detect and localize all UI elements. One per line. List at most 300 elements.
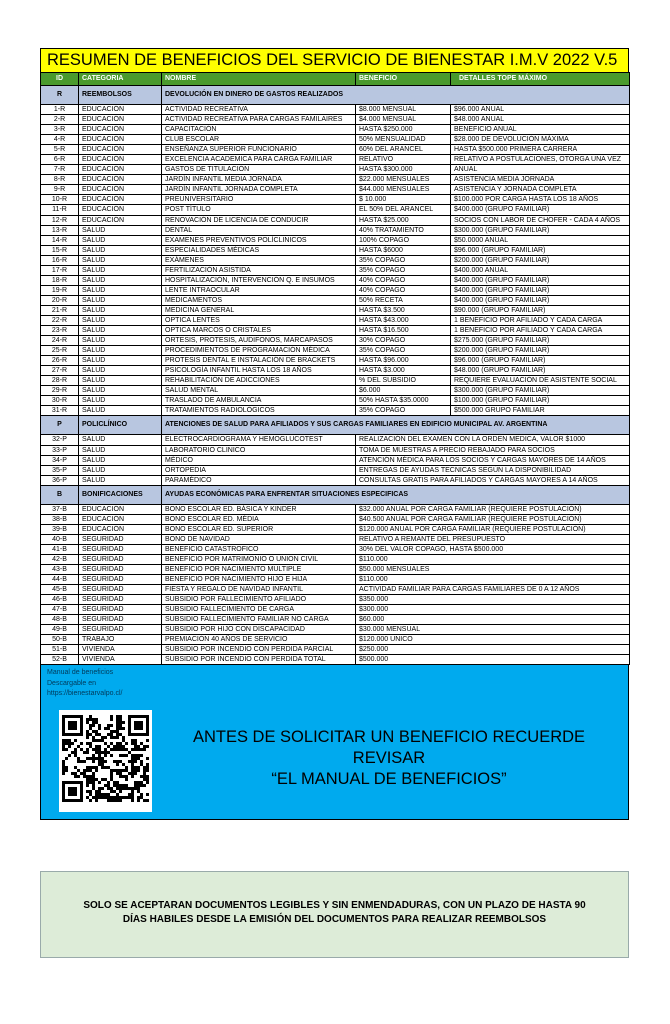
row-categoria: EDUCACIÓN — [79, 195, 162, 205]
table-row — [41, 534, 630, 544]
row-categoria: SALUD — [79, 295, 162, 305]
row-beneficio: $8.000 MENSUAL — [356, 105, 451, 115]
row-beneficio: $22.000 MENSUALES — [356, 175, 451, 185]
row-nombre: TRATAMIENTOS RADIOLÓGICOS — [162, 406, 356, 416]
row-beneficio: 50% RECETA — [356, 295, 451, 305]
table-row — [41, 175, 630, 185]
row-detalles: $96.000 ANUAL — [451, 105, 630, 115]
table-row — [41, 406, 630, 416]
row-categoria: SALUD — [79, 475, 162, 485]
row-nombre: SUBSIDIO POR INCENDIO CON PERDIDA PARCIAL — [162, 645, 356, 655]
row-beneficio: RELATIVO A REMANTE DEL PRESUPUESTO — [356, 534, 630, 544]
row-id: 48-B — [41, 615, 79, 625]
row-detalles: ASISTENCIA MEDIA JORNADA — [451, 175, 630, 185]
section-code: P — [41, 416, 79, 435]
row-id: 41-B — [41, 544, 79, 554]
table-row — [41, 595, 630, 605]
row-categoria: SALUD — [79, 356, 162, 366]
row-categoria: SALUD — [79, 235, 162, 245]
table-row — [41, 475, 630, 485]
row-id: 44-B — [41, 575, 79, 585]
row-categoria: SALUD — [79, 465, 162, 475]
row-beneficio: 40% COPAGO — [356, 285, 451, 295]
row-beneficio: $120.000 ANUAL POR CARGA FAMILIAR (REQUIERE POSTULACIÓN) — [356, 524, 630, 534]
row-nombre: CAPACITACIÓN — [162, 125, 356, 135]
table-row — [41, 514, 630, 524]
table-row — [41, 645, 630, 655]
row-id: 27-R — [41, 366, 79, 376]
table-row — [41, 336, 630, 346]
table-row — [41, 155, 630, 165]
row-beneficio: 35% COPAGO — [356, 265, 451, 275]
row-id: 12-R — [41, 215, 79, 225]
row-categoria: SEGURIDAD — [79, 544, 162, 554]
table-row — [41, 455, 630, 465]
table-row — [41, 215, 630, 225]
row-id: 18-R — [41, 275, 79, 285]
row-nombre: LABORATORIO CLINICO — [162, 445, 356, 455]
row-nombre: EXÁMENES — [162, 255, 356, 265]
row-id: 39-B — [41, 524, 79, 534]
row-beneficio: REALIZACIÓN DEL EXAMEN CON LA ORDEN MEDICA, VALOR $1000 — [356, 435, 630, 445]
section-description: DEVOLUCIÓN EN DINERO DE GASTOS REALIZADOS — [162, 86, 630, 105]
table-row — [41, 255, 630, 265]
row-categoria: VIVIENDA — [79, 655, 162, 665]
qr-code-icon[interactable] — [59, 710, 152, 812]
row-categoria: SALUD — [79, 336, 162, 346]
table-row — [41, 356, 630, 366]
row-beneficio: % DEL SUBSIDIO — [356, 376, 451, 386]
row-nombre: MEDICAMENTOS — [162, 295, 356, 305]
section-row-p — [41, 416, 630, 435]
row-categoria: SEGURIDAD — [79, 534, 162, 544]
table-row — [41, 285, 630, 295]
footer-notice — [40, 871, 629, 958]
row-nombre: BENEFICIO POR NACIMIENTO HIJO E HIJA — [162, 575, 356, 585]
section-row-r — [41, 86, 630, 105]
row-beneficio: HASTA $43.000 — [356, 315, 451, 325]
table-row — [41, 554, 630, 564]
row-categoria: TRABAJO — [79, 635, 162, 645]
row-categoria: SEGURIDAD — [79, 615, 162, 625]
row-nombre: BONO ESCOLAR ED. BÁSICA Y KINDER — [162, 504, 356, 514]
row-categoria: EDUCACIÓN — [79, 165, 162, 175]
row-id: 36-P — [41, 475, 79, 485]
row-nombre: MEDICINA GENERAL — [162, 305, 356, 315]
row-nombre: ELECTROCARDIOGRAMA Y HEMOGLUCOTEST — [162, 435, 356, 445]
table-row — [41, 135, 630, 145]
row-beneficio: ATENCIÓN MÉDICA PARA LOS SOCIOS Y CARGAS MAYORES DE 14 AÑOS — [356, 455, 630, 465]
table-row — [41, 245, 630, 255]
row-nombre: ENSEÑANZA SUPERIOR FUNCIONARIO — [162, 145, 356, 155]
table-row — [41, 504, 630, 514]
table-row — [41, 315, 630, 325]
row-nombre: SALUD MENTAL — [162, 386, 356, 396]
row-categoria: SALUD — [79, 455, 162, 465]
row-beneficio: 30% DEL VALOR COPAGO, HASTA $500.000 — [356, 544, 630, 554]
row-nombre: GASTOS DE TITULACIÓN — [162, 165, 356, 175]
row-id: 3-R — [41, 125, 79, 135]
row-nombre: PREUNIVERSITARIO — [162, 195, 356, 205]
row-detalles: 1 BENEFICIO POR AFILIADO Y CADA CARGA — [451, 315, 630, 325]
table-row — [41, 564, 630, 574]
row-categoria: SALUD — [79, 406, 162, 416]
row-beneficio: 35% COPAGO — [356, 255, 451, 265]
row-beneficio: 60% DEL ARANCEL — [356, 145, 451, 155]
row-nombre: EXCELENCIA ACADEMICA PARA CARGA FAMILIAR — [162, 155, 356, 165]
row-beneficio: ENTREGAS DE AYUDAS TECNICAS SEGÚN LA DISPONIBILIDAD — [356, 465, 630, 475]
table-row — [41, 615, 630, 625]
row-categoria: SALUD — [79, 435, 162, 445]
row-detalles: $400.000 (GRUPO FAMILIAR) — [451, 285, 630, 295]
row-beneficio: $40.500 ANUAL POR CARGA FAMILIAR (REQUIERE POSTULACIÓN) — [356, 514, 630, 524]
row-detalles: $300.000 (GRUPO FAMILIAR) — [451, 386, 630, 396]
row-beneficio: HASTA $25.000 — [356, 215, 451, 225]
table-row — [41, 386, 630, 396]
row-nombre: BENEFICIO POR NACIMIENTO MULTIPLE — [162, 564, 356, 574]
row-beneficio: CONSULTAS GRATIS PARA AFILIADOS Y CARGAS MAYORES A 14 AÑOS — [356, 475, 630, 485]
row-nombre: DENTAL — [162, 225, 356, 235]
row-nombre: PARAMÉDICO — [162, 475, 356, 485]
row-beneficio: HASTA $96.000 — [356, 356, 451, 366]
row-beneficio: $50.000 MENSUALES — [356, 564, 630, 574]
row-id: 5-R — [41, 145, 79, 155]
table-row — [41, 225, 630, 235]
row-categoria: EDUCACIÓN — [79, 185, 162, 195]
header-beneficio: BENEFICIO — [356, 73, 451, 86]
row-beneficio: 30% COPAGO — [356, 336, 451, 346]
row-beneficio: $60.000 — [356, 615, 630, 625]
row-nombre: BENEFICIO CATASTROFICO — [162, 544, 356, 554]
row-categoria: SALUD — [79, 396, 162, 406]
row-id: 4-R — [41, 135, 79, 145]
row-id: 29-R — [41, 386, 79, 396]
table-row — [41, 635, 630, 645]
table-row — [41, 205, 630, 215]
row-nombre: EXAMENES PREVENTIVOS POLÍCLINICOS — [162, 235, 356, 245]
row-categoria: SALUD — [79, 265, 162, 275]
section-label: REEMBOLSOS — [79, 86, 162, 105]
manual-link[interactable]: https://bienestarvalpo.cl/ — [47, 690, 123, 698]
row-nombre: BENEFICIO POR MATRIMONIO O UNION CIVIL — [162, 554, 356, 564]
row-id: 22-R — [41, 315, 79, 325]
table-row — [41, 435, 630, 445]
manual-line-1: Manual de beneficios — [47, 669, 114, 677]
row-detalles: $400.000 (GRUPO FAMILIAR) — [451, 275, 630, 285]
row-categoria: SALUD — [79, 305, 162, 315]
row-detalles: $400.000 ANUAL — [451, 265, 630, 275]
row-nombre: SUBSIDIO POR HIJO CON DISCAPACIDAD — [162, 625, 356, 635]
row-detalles: $48.000 ANUAL — [451, 115, 630, 125]
table-row — [41, 185, 630, 195]
row-nombre: ACTIVIDAD RECREATIVA — [162, 105, 356, 115]
row-nombre: JARDÍN INFANTIL MEDIA JORNADA — [162, 175, 356, 185]
row-nombre: PSICOLOGÍA INFANTIL HASTA LOS 18 AÑOS — [162, 366, 356, 376]
row-id: 49-B — [41, 625, 79, 635]
row-id: 1-R — [41, 105, 79, 115]
row-beneficio: $44.000 MENSUALES — [356, 185, 451, 195]
manual-panel — [40, 665, 629, 820]
row-beneficio: 40% COPAGO — [356, 275, 451, 285]
row-nombre: REHABILITACIÓN DE ADICCIONES — [162, 376, 356, 386]
row-beneficio: $30.000 MENSUAL — [356, 625, 630, 635]
row-beneficio: $500.000 — [356, 655, 630, 665]
row-id: 16-R — [41, 255, 79, 265]
row-id: 46-B — [41, 595, 79, 605]
table-row — [41, 195, 630, 205]
row-detalles: BENEFICIO ANUAL — [451, 125, 630, 135]
row-categoria: SALUD — [79, 245, 162, 255]
row-id: 31-R — [41, 406, 79, 416]
row-id: 38-B — [41, 514, 79, 524]
row-id: 35-P — [41, 465, 79, 475]
row-nombre: TRASLADO DE AMBULANCIA — [162, 396, 356, 406]
row-detalles: REQUIERE EVALUACIÓN DE ASISTENTE SOCIAL — [451, 376, 630, 386]
reminder-line-1: ANTES DE SOLICITAR UN BENEFICIO RECUERDE REVISAR — [192, 728, 586, 768]
row-categoria: SALUD — [79, 255, 162, 265]
table-row — [41, 605, 630, 615]
row-detalles: $50.0000 ANUAL — [451, 235, 630, 245]
table-row — [41, 235, 630, 245]
row-id: 25-R — [41, 346, 79, 356]
row-beneficio: 40% TRATAMIENTO — [356, 225, 451, 235]
row-nombre: BONO ESCOLAR ED. SUPERIOR — [162, 524, 356, 534]
row-categoria: EDUCACIÓN — [79, 105, 162, 115]
row-nombre: BONO DE NAVIDAD — [162, 534, 356, 544]
section-code: B — [41, 485, 79, 504]
section-label: POLICLÍNICO — [79, 416, 162, 435]
row-categoria: SALUD — [79, 225, 162, 235]
row-nombre: PROTESIS DENTAL E INSTALACIÓN DE BRACKETS — [162, 356, 356, 366]
table-row — [41, 115, 630, 125]
row-detalles: $400.000 (GRUPO FAMILIAR) — [451, 205, 630, 215]
row-nombre: JARDÍN INFANTIL JORNADA COMPLETA — [162, 185, 356, 195]
table-row — [41, 105, 630, 115]
row-nombre: SUBSIDIO POR INCENDIO CON PERDIDA TOTAL — [162, 655, 356, 665]
row-nombre: FERTILIZACIÓN ASISTIDA — [162, 265, 356, 275]
row-categoria: SALUD — [79, 285, 162, 295]
table-row — [41, 125, 630, 135]
row-id: 28-R — [41, 376, 79, 386]
row-id: 19-R — [41, 285, 79, 295]
table-row — [41, 575, 630, 585]
row-detalles: $100.000 POR CARGA HASTA LOS 18 AÑOS — [451, 195, 630, 205]
row-categoria: SALUD — [79, 275, 162, 285]
benefits-table-body — [41, 73, 630, 665]
row-beneficio: HASTA $300.000 — [356, 165, 451, 175]
row-beneficio: $32.000 ANUAL POR CARGA FAMILIAR (REQUIERE POSTULACIÓN) — [356, 504, 630, 514]
row-id: 45-B — [41, 585, 79, 595]
row-beneficio: HASTA $16.500 — [356, 326, 451, 336]
row-detalles: $300.000 (GRUPO FAMILIAR) — [451, 225, 630, 235]
row-id: 37-B — [41, 504, 79, 514]
row-detalles: $90.000 (GRUPO FAMILIAR) — [451, 305, 630, 315]
row-nombre: OPTICA MARCOS O CRISTALES — [162, 326, 356, 336]
row-categoria: EDUCACIÓN — [79, 115, 162, 125]
row-detalles: $500.000 GRUPO FAMILIAR — [451, 406, 630, 416]
row-beneficio: 35% COPAGO — [356, 406, 451, 416]
reminder-line-2: “EL MANUAL DE BENEFICIOS” — [271, 770, 507, 789]
row-id: 32-P — [41, 435, 79, 445]
row-categoria: VIVIENDA — [79, 645, 162, 655]
row-detalles: SOCIOS CON LABOR DE CHOFER - CADA 4 AÑOS — [451, 215, 630, 225]
row-beneficio: $300.000 — [356, 605, 630, 615]
row-categoria: SALUD — [79, 445, 162, 455]
header-nombre: NOMBRE — [162, 73, 356, 86]
table-row — [41, 465, 630, 475]
row-id: 47-B — [41, 605, 79, 615]
table-row — [41, 305, 630, 315]
row-detalles: $96.000 (GRUPO FAMILIAR) — [451, 245, 630, 255]
table-row — [41, 396, 630, 406]
section-label: BONIFICACIONES — [79, 485, 162, 504]
row-beneficio: $ 10.000 — [356, 195, 451, 205]
row-detalles: $200.000 (GRUPO FAMILIAR) — [451, 346, 630, 356]
table-row — [41, 376, 630, 386]
row-categoria: EDUCACIÓN — [79, 135, 162, 145]
section-code: R — [41, 86, 79, 105]
row-detalles: HASTA $500.000 PRIMERA CARRERA — [451, 145, 630, 155]
row-categoria: SEGURIDAD — [79, 564, 162, 574]
row-id: 24-R — [41, 336, 79, 346]
row-id: 6-R — [41, 155, 79, 165]
row-detalles: $48.000 (GRUPO FAMILIAR) — [451, 366, 630, 376]
row-detalles: $100.000 (GRUPO FAMILIAR) — [451, 396, 630, 406]
row-id: 13-R — [41, 225, 79, 235]
row-categoria: EDUCACIÓN — [79, 215, 162, 225]
row-id: 34-P — [41, 455, 79, 465]
row-nombre: ESPECIALIDADES MÉDICAS — [162, 245, 356, 255]
row-nombre: BONO ESCOLAR ED. MÉDIA — [162, 514, 356, 524]
row-detalles: RELATIVO A POSTULACIONES, OTORGA UNA VEZ — [451, 155, 630, 165]
row-beneficio: 100% COPAGO — [356, 235, 451, 245]
row-detalles: ASISTENCIA Y JORNADA COMPLETA — [451, 185, 630, 195]
row-categoria: EDUCACIÓN — [79, 125, 162, 135]
header-categoria: CATEGORIA — [79, 73, 162, 86]
section-description: AYUDAS ECONÓMICAS PARA ENFRENTAR SITUACIONES ESPECIFICAS — [162, 485, 630, 504]
row-categoria: SALUD — [79, 376, 162, 386]
table-row — [41, 524, 630, 534]
row-categoria: SALUD — [79, 346, 162, 356]
table-row — [41, 165, 630, 175]
footer-line-1: SOLO SE ACEPTARAN DOCUMENTOS LEGIBLES Y SIN ENMENDADURAS, CON UN PLAZO DE HASTA 90 — [83, 900, 586, 911]
row-beneficio: HASTA $3.000 — [356, 366, 451, 376]
row-categoria: SEGURIDAD — [79, 595, 162, 605]
row-id: 8-R — [41, 175, 79, 185]
table-row — [41, 655, 630, 665]
table-row — [41, 145, 630, 155]
row-categoria: SALUD — [79, 326, 162, 336]
row-id: 30-R — [41, 396, 79, 406]
table-row — [41, 346, 630, 356]
row-nombre: OPTICA LENTES — [162, 315, 356, 325]
row-nombre: LENTE INTRAOCULAR — [162, 285, 356, 295]
row-detalles: $275.000 (GRUPO FAMILIAR) — [451, 336, 630, 346]
row-categoria: EDUCACIÓN — [79, 205, 162, 215]
table-row — [41, 366, 630, 376]
row-id: 7-R — [41, 165, 79, 175]
table-row — [41, 275, 630, 285]
table-row — [41, 445, 630, 455]
footer-line-2: DÍAS HABILES DESDE LA EMISIÓN DEL DOCUMENTOS PARA REALIZAR REEMBOLSOS — [122, 914, 547, 925]
row-id: 9-R — [41, 185, 79, 195]
row-id: 43-B — [41, 564, 79, 574]
table-row — [41, 295, 630, 305]
table-row — [41, 625, 630, 635]
row-detalles: 1 BENEFICIO POR AFILIADO Y CADA CARGA — [451, 326, 630, 336]
row-id: 15-R — [41, 245, 79, 255]
row-beneficio: $110.000 — [356, 575, 630, 585]
row-beneficio: EL 50% DEL ARANCEL — [356, 205, 451, 215]
row-beneficio: HASTA $3.500 — [356, 305, 451, 315]
row-detalles: $28.000 DE DEVOLUCIÓN MÁXIMA — [451, 135, 630, 145]
row-nombre: RENOVACIÓN DE LICENCIA DE CONDUCIR — [162, 215, 356, 225]
row-id: 33-P — [41, 445, 79, 455]
table-row — [41, 544, 630, 554]
row-id: 2-R — [41, 115, 79, 125]
row-categoria: EDUCACIÓN — [79, 145, 162, 155]
row-beneficio: $350.000 — [356, 595, 630, 605]
row-beneficio: ACTIVIDAD FAMILIAR PARA CARGAS FAMILIARES DE 0 A 12 AÑOS — [356, 585, 630, 595]
table-row — [41, 326, 630, 336]
row-id: 26-R — [41, 356, 79, 366]
table-header-row — [41, 73, 630, 86]
row-beneficio: 50% MENSUALIDAD — [356, 135, 451, 145]
row-categoria: SALUD — [79, 366, 162, 376]
row-nombre: FIESTA Y REGALO DE NAVIDAD INFANTIL — [162, 585, 356, 595]
row-categoria: SEGURIDAD — [79, 575, 162, 585]
row-categoria: SEGURIDAD — [79, 554, 162, 564]
reminder-message — [159, 727, 619, 790]
row-categoria: SEGURIDAD — [79, 605, 162, 615]
row-nombre: ORTESIS, PROTESIS, AUDIFONOS, MARCAPASOS — [162, 336, 356, 346]
row-categoria: SALUD — [79, 315, 162, 325]
row-beneficio: $120.000 UNICO — [356, 635, 630, 645]
row-beneficio: 35% COPAGO — [356, 346, 451, 356]
row-nombre: SUBSIDIO POR FALLECIMIENTO AFILIADO — [162, 595, 356, 605]
row-detalles: $200.000 (GRUPO FAMILIAR) — [451, 255, 630, 265]
row-id: 14-R — [41, 235, 79, 245]
row-id: 10-R — [41, 195, 79, 205]
row-nombre: SUBSIDIO FALLECIMIENTO DE CARGA — [162, 605, 356, 615]
section-description: ATENCIONES DE SALUD PARA AFILIADOS Y SUS CARGAS FAMILIARES EN EDIFICIO MUNICIPAL AV. ARGENTINA — [162, 416, 630, 435]
manual-info — [47, 668, 147, 700]
row-id: 23-R — [41, 326, 79, 336]
row-id: 50-B — [41, 635, 79, 645]
row-beneficio: $4.000 MENSUAL — [356, 115, 451, 125]
row-detalles: $400.000 (GRUPO FAMILIAR) — [451, 295, 630, 305]
row-id: 21-R — [41, 305, 79, 315]
row-detalles: $96.000 (GRUPO FAMILIAR) — [451, 356, 630, 366]
section-row-b — [41, 485, 630, 504]
row-nombre: PREMIACIÓN 40 AÑOS DE SERVICIO — [162, 635, 356, 645]
row-beneficio: $110.000 — [356, 554, 630, 564]
table-row — [41, 585, 630, 595]
row-nombre: CLUB ESCOLAR — [162, 135, 356, 145]
benefits-table — [40, 72, 630, 665]
row-nombre: ORTOPEDIA — [162, 465, 356, 475]
row-nombre: MÉDICO — [162, 455, 356, 465]
row-categoria: SEGURIDAD — [79, 585, 162, 595]
row-categoria: EDUCACIÓN — [79, 514, 162, 524]
header-detalles: DETALLES TOPE MÁXIMO — [451, 73, 630, 86]
row-nombre: POST TÍTULO — [162, 205, 356, 215]
row-id: 40-B — [41, 534, 79, 544]
manual-line-2: Descargable en — [47, 679, 97, 687]
header-id: ID — [41, 73, 79, 86]
row-beneficio: HASTA $6000 — [356, 245, 451, 255]
row-detalles: ANUAL — [451, 165, 630, 175]
